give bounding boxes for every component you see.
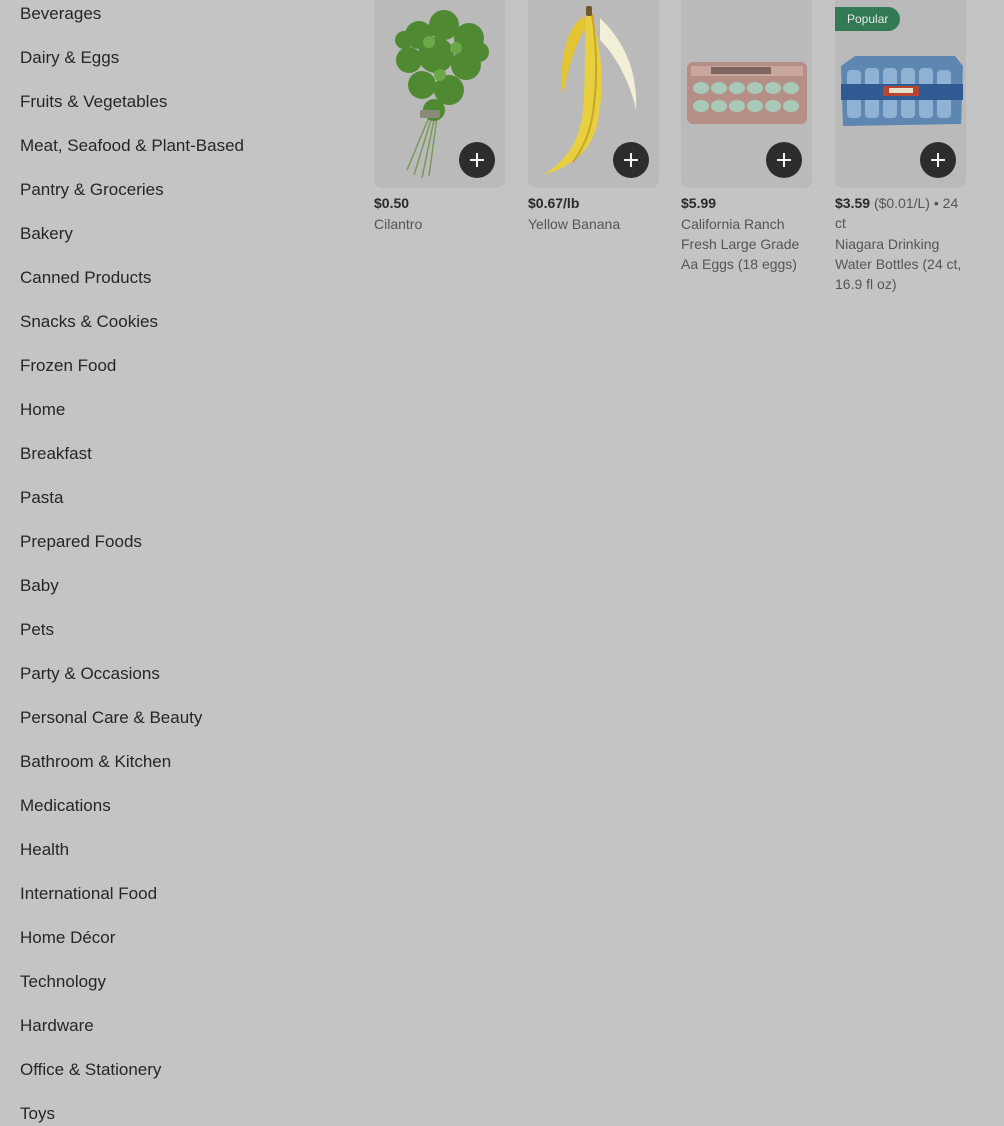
product-card[interactable] — [681, 0, 812, 274]
add-to-cart-button[interactable] — [613, 142, 649, 178]
category-link[interactable]: Medications — [20, 796, 111, 815]
category-link[interactable]: International Food — [20, 884, 158, 903]
add-to-cart-button[interactable] — [766, 142, 802, 178]
plus-icon — [777, 153, 791, 167]
popular-badge: Popular — [835, 7, 900, 31]
plus-icon — [931, 153, 945, 167]
category-link[interactable]: Pets — [20, 620, 55, 639]
product-image[interactable] — [374, 0, 505, 188]
product-price: $0.67/lb — [528, 195, 580, 211]
category-link[interactable]: Beverages — [20, 4, 102, 23]
category-link[interactable]: Canned Products — [20, 268, 152, 287]
category-link[interactable]: Fruits & Vegetables — [20, 92, 168, 111]
product-card[interactable] — [374, 0, 505, 234]
product-name[interactable]: California Ranch Fresh Large Grade Aa Eggs (18 eggs) — [681, 216, 800, 272]
product-name[interactable]: Niagara Drinking Water Bottles (24 ct, 16.9 fl oz) — [835, 236, 962, 292]
category-link[interactable]: Prepared Foods — [20, 532, 142, 551]
product-card[interactable] — [528, 0, 659, 234]
category-link[interactable]: Technology — [20, 972, 107, 991]
category-link[interactable]: Hardware — [20, 1016, 94, 1035]
add-to-cart-button[interactable] — [920, 142, 956, 178]
category-link[interactable]: Office & Stationery — [20, 1060, 162, 1079]
category-link[interactable]: Baby — [20, 576, 59, 595]
category-link[interactable]: Personal Care & Beauty — [20, 708, 203, 727]
add-to-cart-button[interactable] — [459, 142, 495, 178]
product-unit-price: ($0.01/L) • 24 ct — [835, 195, 959, 231]
plus-icon — [470, 153, 484, 167]
category-link[interactable]: Snacks & Cookies — [20, 312, 158, 331]
category-link[interactable]: Breakfast — [20, 444, 92, 463]
category-link[interactable]: Toys — [20, 1104, 55, 1123]
category-link[interactable]: Bakery — [20, 224, 73, 243]
category-link[interactable]: Meat, Seafood & Plant-Based — [20, 136, 244, 155]
category-link[interactable]: Home Décor — [20, 928, 116, 947]
plus-icon — [624, 153, 638, 167]
category-link[interactable]: Dairy & Eggs — [20, 48, 120, 67]
category-link[interactable]: Health — [20, 840, 70, 859]
product-price: $0.50 — [374, 195, 410, 211]
category-link[interactable]: Pantry & Groceries — [20, 180, 164, 199]
product-image[interactable] — [681, 0, 812, 188]
category-link[interactable]: Bathroom & Kitchen — [20, 752, 172, 771]
product-image[interactable] — [528, 0, 659, 188]
category-link[interactable]: Pasta — [20, 488, 64, 507]
category-link[interactable]: Party & Occasions — [20, 664, 160, 683]
product-price: $3.59 — [835, 195, 871, 211]
product-name[interactable]: Yellow Banana — [528, 216, 621, 232]
category-link[interactable]: Home — [20, 400, 66, 419]
product-image[interactable] — [835, 0, 966, 188]
product-card[interactable] — [835, 0, 966, 294]
product-name[interactable]: Cilantro — [374, 216, 423, 232]
category-link[interactable]: Frozen Food — [20, 356, 117, 375]
product-price: $5.99 — [681, 195, 717, 211]
